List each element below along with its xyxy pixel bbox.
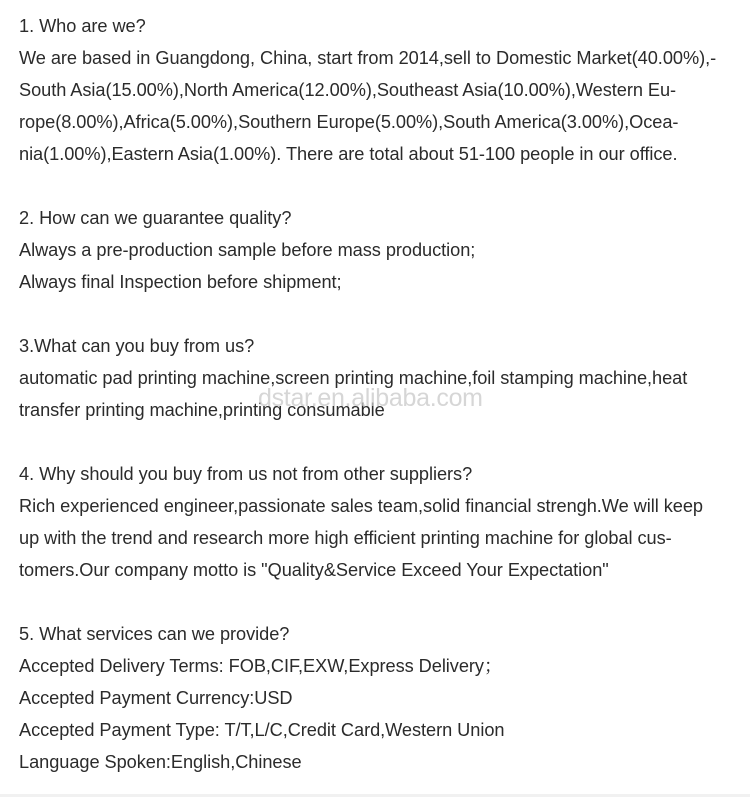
section-spacer <box>19 170 731 202</box>
section-spacer <box>19 298 731 330</box>
section-text-line: Rich experienced engineer,passionate sales team,solid financial strengh.We will keep <box>19 496 703 516</box>
section-text-line: nia(1.00%),Eastern Asia(1.00%). There are total about 51-100 people in our office. <box>19 144 678 164</box>
section-heading: 3.What can you buy from us? <box>19 336 255 356</box>
section-text-line: Accepted Payment Type: T/T,L/C,Credit Card,Western Union <box>19 720 505 740</box>
section-text-line: transfer printing machine,printing consumable <box>19 400 385 420</box>
section-text-line: Language Spoken:English,Chinese <box>19 752 302 772</box>
faq-section-why-us <box>19 458 731 586</box>
section-text-line: Always final Inspection before shipment; <box>19 272 342 292</box>
section-spacer <box>19 586 731 618</box>
section-spacer <box>19 426 731 458</box>
section-text-line: up with the trend and research more high efficient printing machine for global cus- <box>19 528 672 548</box>
section-text-line: South Asia(15.00%),North America(12.00%),Southeast Asia(10.00%),Western Eu- <box>19 80 677 100</box>
faq-section-products <box>19 330 731 426</box>
faq-document <box>19 10 731 778</box>
section-text-line: tomers.Our company motto is "Quality&Service Exceed Your Expectation" <box>19 560 609 580</box>
section-text-line: automatic pad printing machine,screen printing machine,foil stamping machine,heat <box>19 368 688 388</box>
section-text-line: rope(8.00%),Africa(5.00%),Southern Europe(5.00%),South America(3.00%),Ocea- <box>19 112 679 132</box>
faq-section-who-are-we <box>19 10 731 170</box>
section-heading: 4. Why should you buy from us not from other suppliers? <box>19 464 473 484</box>
section-heading: 2. How can we guarantee quality? <box>19 208 292 228</box>
section-text-line: Accepted Payment Currency:USD <box>19 688 293 708</box>
section-text-line: Always a pre-production sample before mass production; <box>19 240 476 260</box>
section-text-line: We are based in Guangdong, China, start from 2014,sell to Domestic Market(40.00%),- <box>19 48 717 68</box>
section-text-line: Accepted Delivery Terms: FOB,CIF,EXW,Express Delivery； <box>19 656 503 676</box>
faq-section-services <box>19 618 731 778</box>
watermark-text: dstar.en.alibaba.com <box>258 384 483 412</box>
section-heading: 5. What services can we provide? <box>19 624 290 644</box>
faq-section-quality <box>19 202 731 298</box>
section-heading: 1. Who are we? <box>19 16 146 36</box>
